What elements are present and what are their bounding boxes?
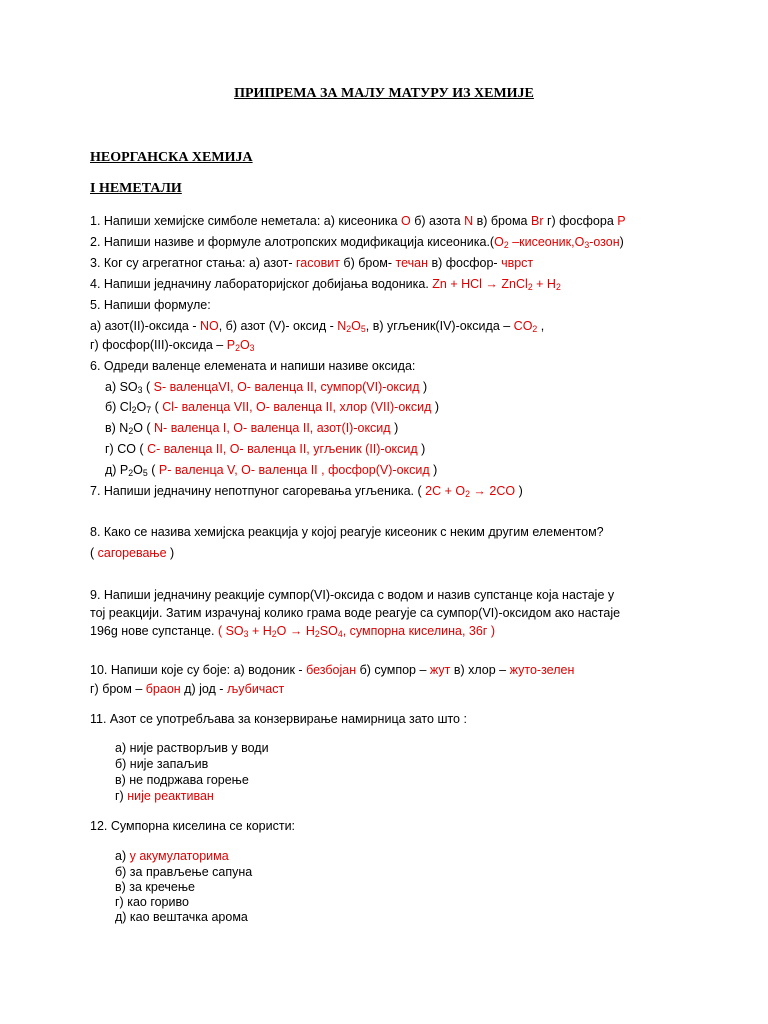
question-1: 1. Напиши хемијске симболе неметала: а) кисеоника O б) азота N в) брома Br г) фосфора P	[90, 214, 626, 228]
question-11-option-c: в) не подржава горење	[115, 773, 249, 787]
question-12-option-e: д) као вештачка арома	[115, 910, 248, 924]
question-11: 11. Азот се употребљава за конзервирање намирница зато што :	[90, 712, 467, 726]
question-2: 2. Напиши називе и формуле алотропских модификација $кисеоника.(O_2$ $-кисеоник,O_3-озон$)	[90, 235, 624, 251]
question-9-line-1: 9. Напиши једначину реакције сумпор(VI)-оксида с водом и назив супстанце која настаје у	[90, 588, 615, 602]
question-11-option-d: г) није реактиван	[115, 789, 214, 803]
question-3: 3. Ког су агрегатног стања: а) азот- гасовит б) бром- течан в) фосфор- чврст	[90, 256, 534, 270]
subsection-heading: I НЕМЕТАЛИ	[90, 181, 182, 196]
question-5-line-b: г) фосфор(III)-оксида – $P_2O_3$	[90, 338, 255, 354]
question-5: 5. Напиши формуле:	[90, 298, 211, 312]
question-4: 4. Напиши једначину лабораторијског добијања водоника. Zn + HCl → ZnCl$_2$ + $H_2$	[90, 277, 561, 293]
question-11-option-b: б) није запаљив	[115, 757, 209, 771]
question-12-option-b: б) за прављење сапуна	[115, 865, 253, 879]
question-7: 7. Напиши једначину непотпуног сагоревања угљеника. ( $2C + O_2 \to 2CO$ )	[90, 484, 523, 500]
question-5-line-a: а) азот(II)-оксида - NO, б) азот (V)- оксид - $N_2O_5$, в) угљеник(IV)-оксида – $CO_2$ ,	[90, 319, 545, 335]
question-10-line-2: г) бром – браон д) јод - љубичаст	[90, 682, 285, 696]
question-8-answer: ( сагоревање )	[90, 546, 175, 560]
question-12: 12. Сумпорна киселина се користи:	[90, 819, 296, 833]
question-9-line-2: тој реакцији. Затим израчунај колико грама воде реагује са сумпор(VI)-оксидом ако настаје	[90, 606, 621, 620]
question-6-item-d: г) CO ( C- валенца II, O- валенца II, угљеник (II)-оксид )	[105, 442, 426, 456]
question-12-option-a: а) у акумулаторима	[115, 849, 229, 863]
section-heading: НЕОРГАНСКА ХЕМИЈА	[90, 150, 253, 165]
question-12-option-c: в) за кречење	[115, 880, 195, 894]
question-9-line-3: 196g нове супстанце. ( $SO_3 + H_2O \to H_2SO_4$, сумпорна киселина, 36г )	[90, 624, 496, 640]
question-12-option-d: г) као гориво	[115, 895, 189, 909]
question-11-option-a: а) није растворљив у води	[115, 741, 269, 755]
question-6-item-b: б) $Cl_2O_7$ ( Cl- валенца VII, O- валенца II, хлор (VII)-оксид )	[105, 400, 440, 416]
question-8: 8. Како се назива хемијска реакција у којој реагује кисеоник с неким другим елементом?	[90, 525, 604, 539]
question-6-item-e: д) $P_2O_5$ ( P- валенца V, O- валенца II , фосфор(V)-оксид )	[105, 463, 438, 479]
question-10-line-1: 10. Напиши које су боје: а) водоник - безбојан б) сумпор – жут в) хлор – жуто-зелен	[90, 663, 575, 677]
page-title: ПРИПРЕМА ЗА МАЛУ МАТУРУ ИЗ ХЕМИЈЕ	[234, 86, 534, 101]
question-6-item-c: в) $N_2O$ ( N- валенца I, O- валенца II, азот(I)-оксид )	[105, 421, 399, 437]
question-6-item-a: а) $SO_3$ ( S- валенцаVI, O- валенца II, сумпор(VI)-оксид )	[105, 380, 428, 396]
question-6: 6. Одреди валенце елемената и напиши називе оксида:	[90, 359, 416, 373]
